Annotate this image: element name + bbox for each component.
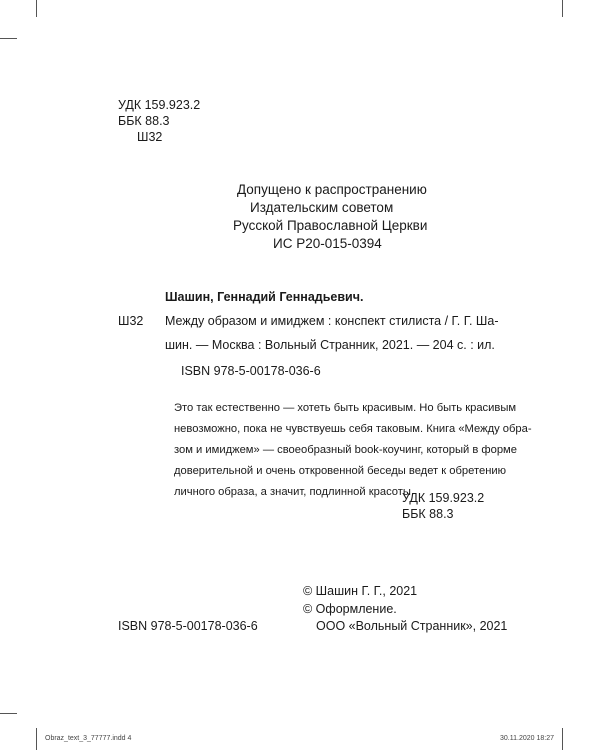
- annotation-text: [174, 398, 532, 503]
- annotation-line-3: зом и имиджем» — своеобразный book-коучинг, который в форме: [174, 444, 517, 456]
- author-sign: Ш32: [137, 130, 163, 144]
- bibliography-isbn: ISBN 978-5-00178-036-6: [181, 364, 321, 378]
- imprint-publisher: ООО «Вольный Странник», 2021: [316, 619, 508, 633]
- annotation-line-1: Это так естественно — хотеть быть красивым. Но быть красивым: [174, 402, 517, 414]
- approval-line-3: Русской Православной Церкви: [233, 218, 428, 233]
- bibliography-author: Шашин, Геннадий Геннадьевич.: [165, 290, 364, 304]
- approval-line-2: Издательским советом: [250, 200, 394, 215]
- approval-line-1: Допущено к распространению: [237, 182, 427, 197]
- udk-code: УДК 159.923.2: [118, 98, 201, 112]
- crop-mark-bottom-left: [36, 728, 37, 750]
- crop-mark-bottom-right: [562, 728, 563, 750]
- imprint-isbn: ISBN 978-5-00178-036-6: [118, 619, 258, 633]
- copyright-design: © Оформление.: [303, 602, 397, 616]
- annotation-line-5: личного образа, а значит, подлинной красоты.: [174, 486, 415, 498]
- annotation-udk: УДК 159.923.2: [402, 491, 485, 505]
- crop-mark-left-bottom: [0, 713, 17, 714]
- annotation-line-2: невозможно, пока не чувствуешь себя таковым. Книга «Между обра-: [174, 423, 532, 435]
- crop-mark-left-top: [0, 38, 17, 39]
- footer-filename: Obraz_text_3_77777.indd 4: [45, 735, 132, 742]
- bibliography-line-1: Между образом и имиджем : конспект стилиста / Г. Г. Ша-: [165, 314, 499, 328]
- bbk-code: ББК 88.3: [118, 114, 170, 128]
- bibliography-line-2: шин. — Москва : Вольный Странник, 2021. — 204 с. : ил.: [165, 338, 495, 352]
- footer-datetime: 30.11.2020 18:27: [500, 735, 554, 742]
- crop-mark-top-left: [36, 0, 37, 17]
- approval-line-4: ИС Р20-015-0394: [273, 236, 382, 251]
- bibliography-sign: Ш32: [118, 314, 144, 328]
- copyright-author: © Шашин Г. Г., 2021: [303, 584, 418, 598]
- crop-mark-top-right: [562, 0, 563, 17]
- annotation-bbk: ББК 88.3: [402, 507, 454, 521]
- annotation-line-4: доверительной и очень откровенной беседы ведет к обретению: [174, 465, 507, 477]
